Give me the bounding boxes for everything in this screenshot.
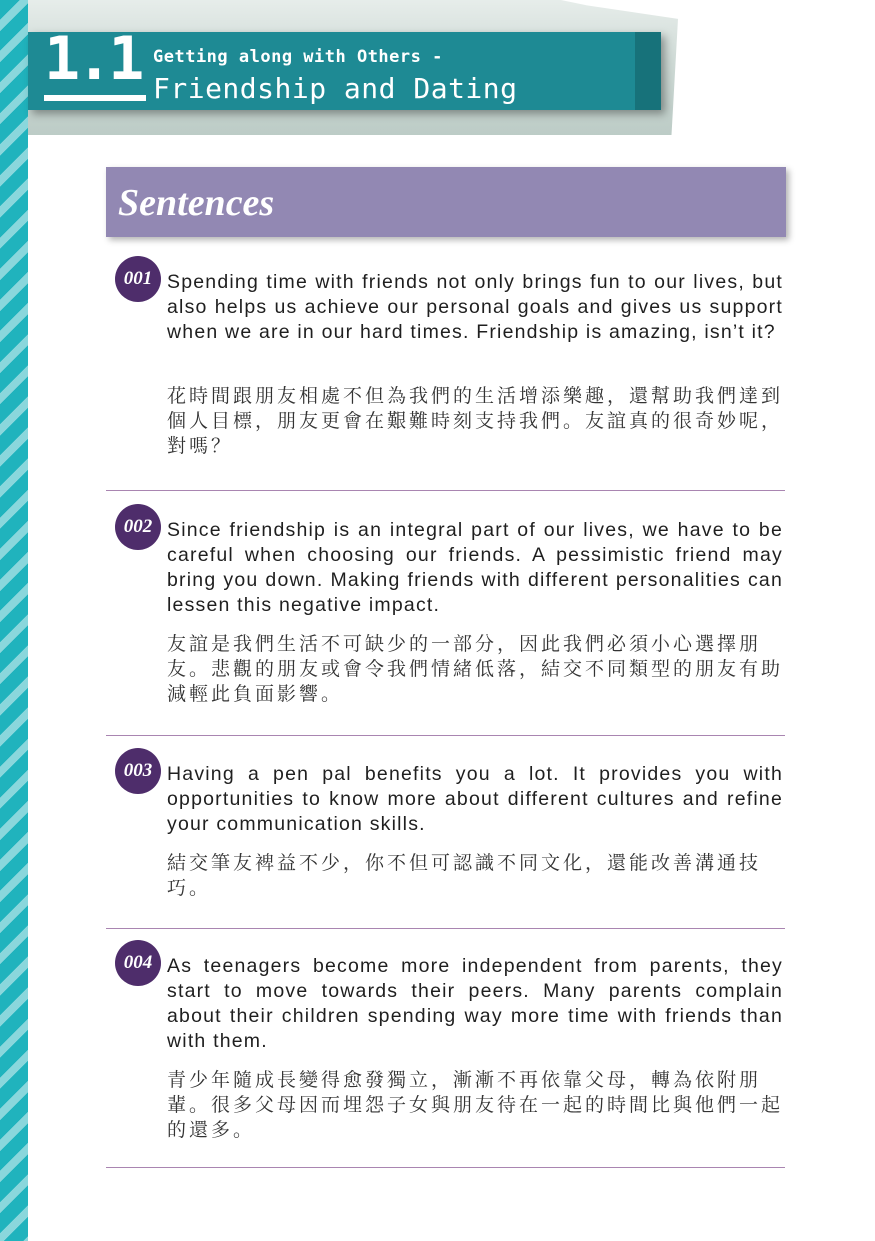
entry-divider — [106, 490, 785, 491]
entry-number-badge: 003 — [115, 748, 161, 794]
section-title: Sentences — [118, 182, 275, 224]
english-sentence: Spending time with friends not only brings fun to our lives, but also helps us achieve our personal goals and gives us support when we are in our hard times. Friendship is amazing, isn’t it? — [167, 271, 783, 343]
unit-number: 1.1 — [44, 24, 141, 94]
entry-number-badge: 002 — [115, 504, 161, 550]
entry-number-badge: 004 — [115, 940, 161, 986]
chinese-translation: 結交筆友裨益不少，你不但可認識不同文化，還能改善溝通技巧。 — [167, 852, 762, 899]
chapter-subtitle: Getting along with Others - — [153, 47, 443, 67]
english-sentence: Since friendship is an integral part of our lives, we have to be careful when choosing our friends. A pessimistic friend may bring you down. Making friends with different personalities can lessen this negative impact. — [167, 519, 783, 616]
entry-divider — [106, 1167, 785, 1168]
chinese-translation: 友誼是我們生活不可缺少的一部分，因此我們必須小心選擇朋友。悲觀的朋友或會令我們情緒低落，結交不同類型的朋友有助減輕此負面影響。 — [167, 633, 784, 705]
chinese-translation: 青少年隨成長變得愈發獨立，漸漸不再依靠父母，轉為依附朋輩。很多父母因而埋怨子女與朋友待在一起的時間比與他們一起的還多。 — [167, 1069, 784, 1141]
section-banner — [106, 167, 786, 237]
entry-divider — [106, 928, 785, 929]
unit-number-underline — [44, 95, 146, 101]
decorative-side-stripe — [0, 0, 28, 1241]
entry-divider — [106, 735, 785, 736]
chapter-title: Friendship and Dating — [153, 72, 518, 105]
english-sentence: As teenagers become more independent from parents, they start to move towards their peers. Many parents complain about their children spending way more time with friends than with them. — [167, 955, 783, 1052]
english-sentence: Having a pen pal benefits you a lot. It provides you with opportunities to know more about different cultures and refine your communication skills. — [167, 763, 783, 835]
header-bar-endcap — [635, 32, 661, 110]
entry-number-badge: 001 — [115, 256, 161, 302]
chinese-translation: 花時間跟朋友相處不但為我們的生活增添樂趣，還幫助我們達到個人目標，朋友更會在艱難時刻支持我們。友誼真的很奇妙呢，對嗎？ — [167, 385, 784, 457]
